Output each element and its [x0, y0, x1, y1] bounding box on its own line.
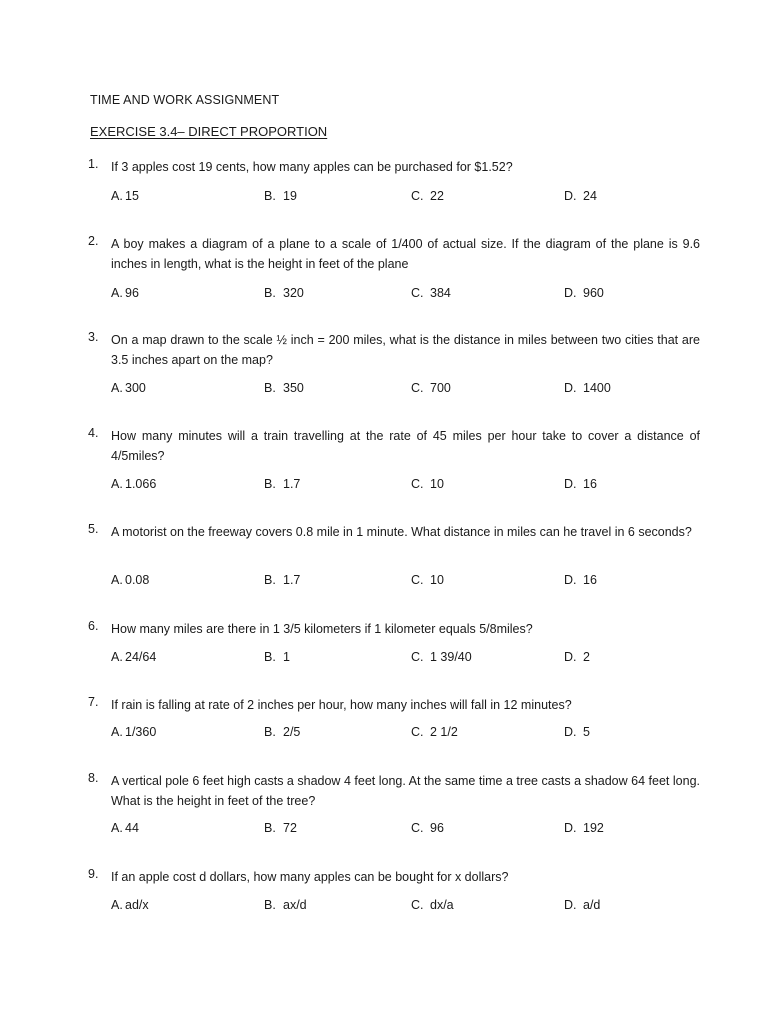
option-letter: C. — [411, 286, 424, 300]
question-text: A boy makes a diagram of a plane to a scale of 1/400 of actual size. If the diagram of the plane is 9.6 inches in length, what is the height in feet of the plane — [111, 237, 700, 271]
option-letter: D. — [564, 898, 577, 912]
question-text: A motorist on the freeway covers 0.8 mile in 1 minute. What distance in miles can he travel in 6 seconds? — [111, 525, 692, 539]
question-number: 4. — [88, 426, 99, 440]
option-letter: D. — [564, 725, 577, 739]
option-letter: C. — [411, 381, 424, 395]
option-a — [111, 477, 156, 491]
option-a — [111, 286, 139, 300]
option-letter: A. — [111, 286, 123, 300]
option-d — [564, 477, 597, 491]
option-value: 10 — [430, 477, 444, 491]
option-b — [264, 725, 300, 739]
option-letter: A. — [111, 898, 123, 912]
option-value: 2/5 — [283, 725, 301, 739]
option-letter: C. — [411, 573, 424, 587]
question-number: 9. — [88, 867, 99, 881]
option-value: 24 — [583, 189, 597, 203]
option-letter: A. — [111, 189, 123, 203]
option-c — [411, 477, 444, 491]
question-text: On a map drawn to the scale ½ inch = 200 miles, what is the distance in miles between two cities that are 3.5 inches apart on the map? — [111, 333, 700, 367]
question-number: 1. — [88, 157, 99, 171]
option-letter: B. — [264, 189, 276, 203]
question-text: How many minutes will a train travelling at the rate of 45 miles per hour take to cover a distance of 4/5miles? — [111, 429, 700, 463]
option-value: 1.7 — [283, 573, 301, 587]
option-letter: A. — [111, 381, 123, 395]
option-value: 0.08 — [125, 573, 150, 587]
option-value: 44 — [125, 821, 139, 835]
option-b — [264, 821, 297, 835]
option-value: 16 — [583, 477, 597, 491]
option-value: 1.066 — [125, 477, 157, 491]
option-letter: D. — [564, 286, 577, 300]
option-d — [564, 821, 604, 835]
option-a — [111, 573, 149, 587]
option-d — [564, 573, 597, 587]
option-a — [111, 381, 146, 395]
question-number: 8. — [88, 771, 99, 785]
option-value: 2 1/2 — [430, 725, 458, 739]
option-c — [411, 381, 451, 395]
question-number: 6. — [88, 619, 99, 633]
option-value: ad/x — [125, 898, 149, 912]
option-c — [411, 573, 444, 587]
option-value: 19 — [283, 189, 297, 203]
option-c — [411, 821, 444, 835]
option-d — [564, 189, 597, 203]
option-letter: A. — [111, 477, 123, 491]
option-b — [264, 189, 297, 203]
option-value: 960 — [583, 286, 604, 300]
option-b — [264, 573, 300, 587]
option-b — [264, 898, 307, 912]
option-letter: B. — [264, 821, 276, 835]
option-letter: D. — [564, 477, 577, 491]
option-a — [111, 725, 156, 739]
option-b — [264, 650, 290, 664]
option-letter: B. — [264, 650, 276, 664]
option-letter: B. — [264, 381, 276, 395]
question-number: 2. — [88, 234, 99, 248]
option-value: 15 — [125, 189, 139, 203]
option-value: 1.7 — [283, 477, 301, 491]
question-text: A vertical pole 6 feet high casts a shadow 4 feet long. At the same time a tree casts a shadow 64 feet long. What is the height in feet of the tree? — [111, 774, 700, 808]
option-letter: D. — [564, 821, 577, 835]
option-letter: B. — [264, 477, 276, 491]
option-letter: D. — [564, 189, 577, 203]
option-b — [264, 381, 304, 395]
option-d — [564, 381, 611, 395]
option-a — [111, 650, 156, 664]
option-letter: B. — [264, 573, 276, 587]
option-letter: C. — [411, 189, 424, 203]
option-d — [564, 725, 590, 739]
option-letter: A. — [111, 573, 123, 587]
option-value: 22 — [430, 189, 444, 203]
question-text: If 3 apples cost 19 cents, how many apples can be purchased for $1.52? — [111, 160, 513, 174]
option-value: ax/d — [283, 898, 307, 912]
option-value: 320 — [283, 286, 304, 300]
option-d — [564, 286, 604, 300]
option-value: 24/64 — [125, 650, 157, 664]
option-value: 5 — [583, 725, 590, 739]
option-letter: C. — [411, 898, 424, 912]
option-b — [264, 477, 300, 491]
option-letter: A. — [111, 725, 123, 739]
option-c — [411, 725, 458, 739]
option-c — [411, 189, 444, 203]
question-number: 7. — [88, 695, 99, 709]
question-number: 3. — [88, 330, 99, 344]
option-letter: D. — [564, 650, 577, 664]
option-c — [411, 898, 454, 912]
option-letter: A. — [111, 650, 123, 664]
option-letter: B. — [264, 725, 276, 739]
option-b — [264, 286, 304, 300]
option-a — [111, 898, 149, 912]
option-value: 96 — [430, 821, 444, 835]
option-c — [411, 286, 451, 300]
option-a — [111, 189, 139, 203]
option-value: dx/a — [430, 898, 454, 912]
option-letter: C. — [411, 725, 424, 739]
option-d — [564, 898, 600, 912]
option-letter: A. — [111, 821, 123, 835]
question-text: If an apple cost d dollars, how many apples can be bought for x dollars? — [111, 870, 509, 884]
option-d — [564, 650, 590, 664]
option-value: a/d — [583, 898, 601, 912]
option-value: 10 — [430, 573, 444, 587]
exercise-heading: EXERCISE 3.4– DIRECT PROPORTION — [90, 124, 328, 139]
question-text: If rain is falling at rate of 2 inches per hour, how many inches will fall in 12 minutes? — [111, 698, 572, 712]
option-value: 2 — [583, 650, 590, 664]
option-value: 1 39/40 — [430, 650, 472, 664]
option-value: 1/360 — [125, 725, 157, 739]
option-letter: B. — [264, 286, 276, 300]
option-value: 1400 — [583, 381, 611, 395]
option-value: 350 — [283, 381, 304, 395]
option-letter: C. — [411, 477, 424, 491]
option-value: 96 — [125, 286, 139, 300]
option-letter: C. — [411, 821, 424, 835]
option-letter: B. — [264, 898, 276, 912]
option-letter: D. — [564, 573, 577, 587]
option-letter: D. — [564, 381, 577, 395]
option-value: 700 — [430, 381, 451, 395]
option-a — [111, 821, 139, 835]
option-value: 72 — [283, 821, 297, 835]
option-value: 1 — [283, 650, 290, 664]
question-text: How many miles are there in 1 3/5 kilometers if 1 kilometer equals 5/8miles? — [111, 622, 533, 636]
document-title: TIME AND WORK ASSIGNMENT — [90, 93, 280, 107]
option-value: 384 — [430, 286, 451, 300]
option-c — [411, 650, 472, 664]
question-number: 5. — [88, 522, 99, 536]
option-letter: C. — [411, 650, 424, 664]
option-value: 16 — [583, 573, 597, 587]
option-value: 192 — [583, 821, 604, 835]
option-value: 300 — [125, 381, 146, 395]
